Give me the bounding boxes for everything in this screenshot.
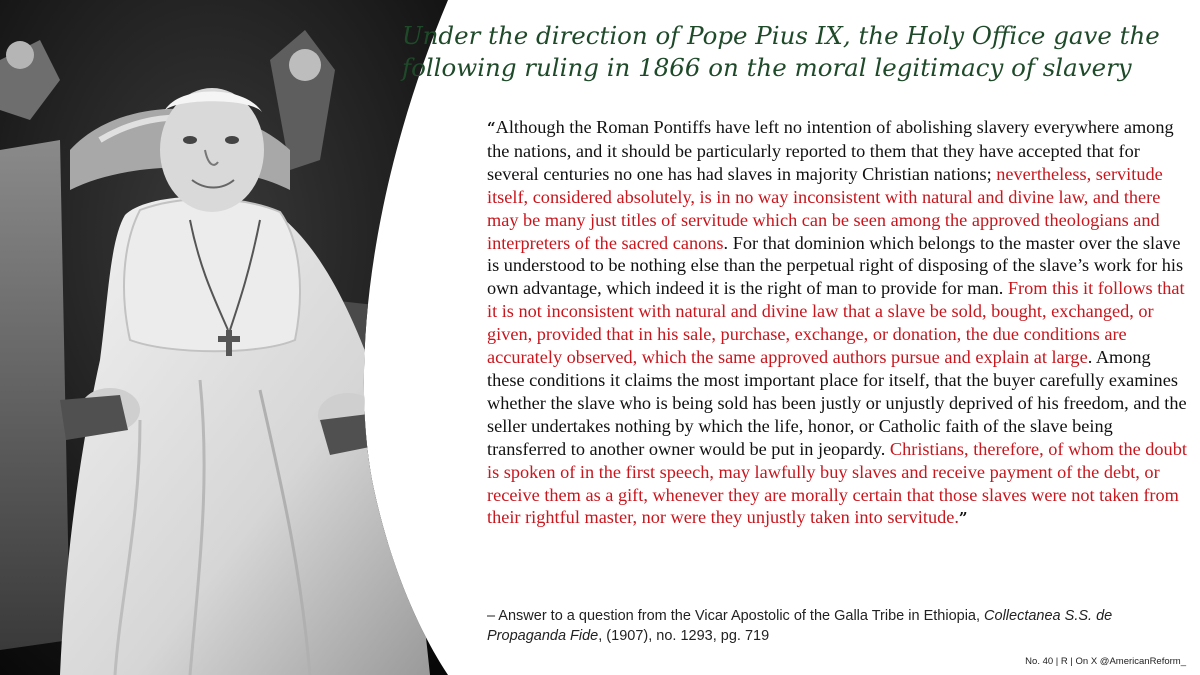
quote-highlight-2: From this it follows that it is not inconsistent with natural and divine law that a slave be sold, bought, exchanged, or given, provided that in his sale, purchase, exchange, or donation, the due conditions are accurately observed, which the same approved authors pursue and explain at large: [487, 278, 1185, 368]
citation-source: Collectanea S.S. de Propaganda Fide: [487, 608, 1113, 644]
ruling-quote: [487, 116, 1187, 530]
quote-segment-3: . Among these conditions it claims the most important place for itself, that the buyer carefully examines whether the slave who is being sold has been justly or unjustly deprived of his freedom, and the seller undertakes nothing by which the life, honor, or Catholic faith of the slave being transferred to another owner would be put in jeopardy.: [487, 347, 1187, 459]
title-line-1: Under the direction of Pope Pius IX, the Holy Office gave the: [402, 21, 1160, 50]
quote-highlight-1: nevertheless, servitude itself, considered absolutely, is in no way inconsistent with natural and divine law, and there may be many just titles of servitude which can be seen among the approved theologians and interpreters of the sacred canons: [487, 163, 1163, 253]
portrait-illustration: [0, 0, 470, 675]
close-quote-mark: ”: [958, 509, 968, 528]
portrait-photo: [0, 0, 470, 675]
citation-prefix: – Answer to a question from the Vicar Apostolic of the Galla Tribe in Ethiopia,: [487, 608, 985, 624]
footer-credit: No. 40 | R | On X @AmericanReform_: [1025, 656, 1186, 667]
quote-segment-1: Although the Roman Pontiffs have left no intention of abolishing slavery everywhere among the nations, and it should be particularly reported to them that they have accepted that for several centuries no one has had slaves in majority Christian nations;: [487, 117, 1174, 184]
title-line-2: following ruling in 1866 on the moral legitimacy of slavery: [402, 53, 1132, 82]
page-title: [402, 20, 1192, 84]
quote-highlight-3: Christians, therefore, of whom the doubt is spoken of in the first speech, may lawfully buy slaves and receive payment of the debt, or receive them as a gift, whenever they are morally certain that those slaves were not taken from their rightful master, nor were they unjustly taken into servitude.: [487, 438, 1187, 528]
quote-segment-2: . For that dominion which belongs to the master over the slave is understood to be nothing else than the perpetual right of disposing of the slave’s work for his own advantage, which indeed it is the right of man to provide for man.: [487, 232, 1184, 299]
citation: [487, 606, 1187, 646]
face: [160, 88, 264, 212]
open-quote-mark: “: [487, 119, 496, 137]
citation-suffix: , (1907), no. 1293, pg. 719: [598, 628, 770, 644]
